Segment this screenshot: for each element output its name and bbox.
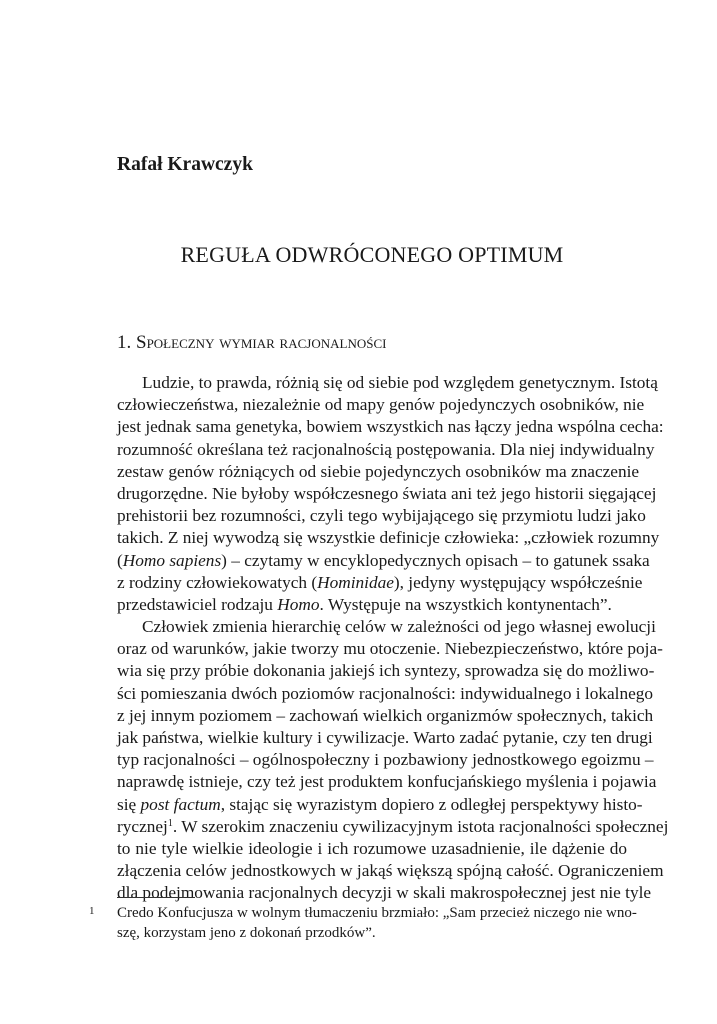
footnote xyxy=(89,903,637,943)
body-text xyxy=(117,372,669,905)
text-line: typ racjonalności – ogólnospołeczny i pozbawiony jednostkowego egoizmu – xyxy=(117,750,654,770)
italic-term: Hominidae xyxy=(317,572,394,592)
italic-term: Homo sapiens xyxy=(122,550,222,570)
text-line: z jej innym poziomem – zachowań wielkich organizmów społecznych, takich xyxy=(117,705,654,725)
chapter-title: REGUŁA ODWRÓCONEGO OPTIMUM xyxy=(180,242,564,267)
text-line: ści pomieszania dwóch poziomów racjonalności: indywidualnego i lokalnego xyxy=(117,683,654,703)
footnote-number: 1 xyxy=(89,905,95,917)
text-line: oraz od warunków, jakie tworzy mu otoczenie. Niebezpieczeństwo, które poja- xyxy=(117,639,663,659)
text-line: się post factum, stając się wyrazistym dopiero z odległej perspektywy histo- xyxy=(117,794,643,814)
text-line: takich. Z niej wywodzą się wszystkie definicje człowieka: „człowiek rozumny xyxy=(117,528,660,548)
text-line: dla podejmowania racjonalnych decyzji w skali makrospołecznej jest nie tyle xyxy=(117,883,652,903)
footnote-reference[interactable]: 1 xyxy=(167,817,173,829)
section-heading xyxy=(117,332,386,354)
text-line: jest jednak sama genetyka, bowiem wszystkich nas łączy jedna wspólna cecha: xyxy=(117,417,664,437)
text-line: rycznej$^1$. W szerokim znaczeniu cywilizacyjnym istota racjonalności społecznej xyxy=(117,816,669,836)
text-line: Ludzie, to prawda, różnią się od siebie pod względem genetycznym. Istotą xyxy=(142,373,658,392)
text-line: człowieczeństwa, niezależnie od mapy genów pojedynczych osobników, nie xyxy=(117,395,645,415)
italic-term: post factum xyxy=(140,794,221,814)
text-line: wia się przy próbie dokonania jakiejś ich syntezy, sprowadza się do możliwo- xyxy=(117,661,655,681)
author-name: Rafał Krawczyk xyxy=(117,154,253,175)
footnote-line: Credo Konfucjusza w wolnym tłumaczeniu brzmiało: „Sam przecież niczego nie wno- xyxy=(117,905,637,921)
section-number: 1. xyxy=(117,332,132,353)
text-line: z rodziny człowiekowatych (Hominidae), jedyny występujący współcześnie xyxy=(117,572,643,592)
footnote-line: szę, korzystam jeno z dokonań przodków”. xyxy=(117,925,376,941)
text-line: to nie tyle wielkie ideologie i ich rozumowe uzasadnienie, ile dążenie do xyxy=(117,838,627,858)
text-line: naprawdę istnieje, czy też jest produktem konfucjańskiego myślenia i pojawia xyxy=(117,772,657,792)
text-line: (Homo sapiens) – czytamy w encyklopedycznych opisach – to gatunek ssaka xyxy=(117,550,650,570)
footnote-text xyxy=(117,903,637,943)
italic-term: Homo xyxy=(277,594,320,614)
text-line: Człowiek zmienia hierarchię celów w zależności od jego własnej ewolucji xyxy=(142,617,656,637)
text-line: przedstawiciel rodzaju Homo. Występuje na wszystkich kontynentach”. xyxy=(117,594,612,614)
footnote-separator xyxy=(117,897,195,898)
text-line: rozumność określana też racjonalnością postępowania. Dla niej indywidualny xyxy=(117,439,655,459)
text-line: złączenia celów jednostkowych w jakąś większą spójną całość. Ograniczeniem xyxy=(117,861,664,881)
text-line: jak państwa, wielkie kultury i cywilizacje. Warto zadać pytanie, czy ten drugi xyxy=(117,728,653,747)
section-title: Społeczny wymiar racjonalności xyxy=(136,332,387,353)
text-line: zestaw genów różniących od siebie pojedynczych osobników ma znaczenie xyxy=(117,461,640,481)
text-line: prehistorii bez rozumności, czyli tego wybijającego się przymiotu ludzi jako xyxy=(117,506,646,526)
text-line: drugorzędne. Nie byłoby współczesnego świata ani też jego historii sięgającej xyxy=(117,483,657,503)
